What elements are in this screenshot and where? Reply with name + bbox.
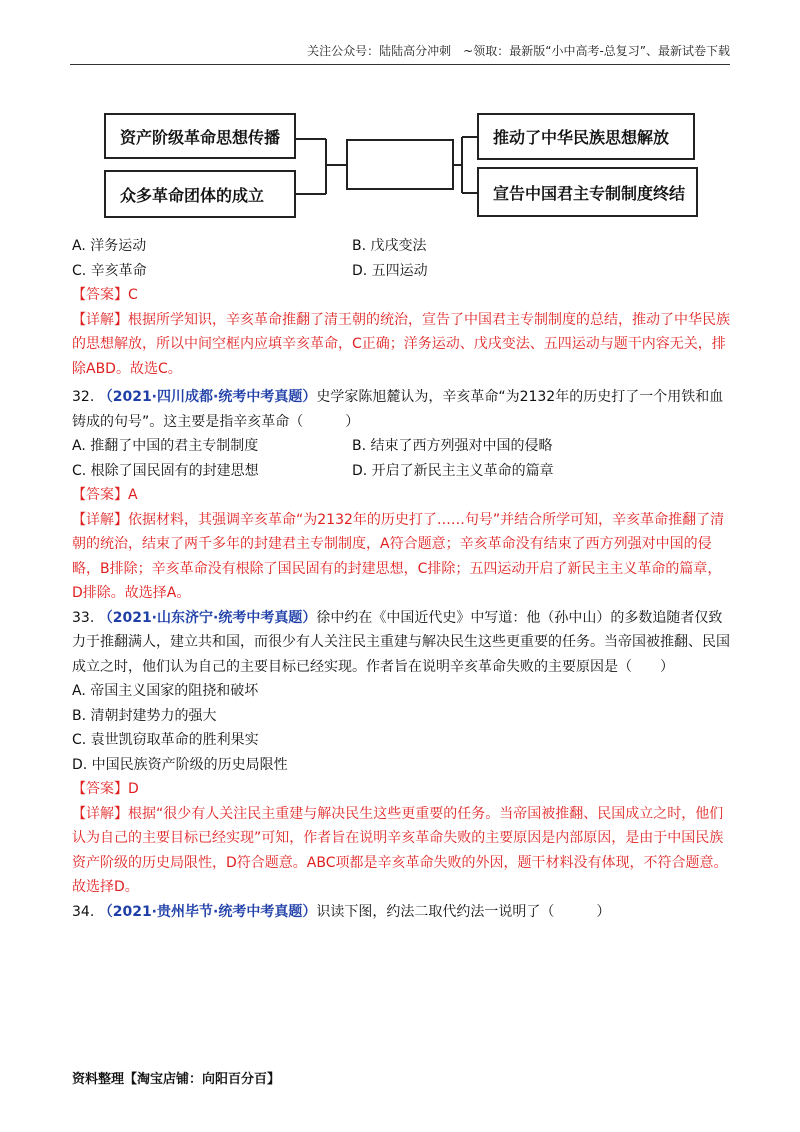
q34-stem: [72, 900, 732, 925]
q32-options-row-1: [72, 434, 732, 459]
q34-number: 34.: [72, 903, 95, 920]
diagram-box-left-top: 资产阶级革命思想传播: [104, 113, 296, 159]
q34-stem-text: 识读下图，约法二取代约法一说明了（ ）: [316, 903, 611, 920]
q32-option-d: D. 开启了新民主主义革命的篇章: [352, 462, 554, 479]
q32-options-row-2: [72, 459, 732, 484]
page-footer: 资料整理【淘宝店铺：向阳百分百】: [72, 1072, 281, 1087]
q32-source: （2021·四川成都·统考中考真题）: [98, 389, 317, 405]
q32-number: 32.: [72, 389, 95, 405]
q33-number: 33.: [72, 609, 95, 626]
q31-option-d: D. 五四运动: [352, 262, 428, 279]
q33-answer: 【答案】D: [72, 781, 139, 797]
diagram-connectors: [0, 0, 800, 240]
q33-source: （2021·山东济宁·统考中考真题）: [98, 609, 317, 626]
q32-option-c: C. 根除了国民固有的封建思想: [72, 462, 259, 479]
q31-explanation: 【详解】根据所学知识，辛亥革命推翻了清王朝的统治，宣告了中国君主专制制度的总结，推动了中华民族的思想解放，所以中间空框内应填辛亥革命，C正确；洋务运动、戊戌变法、五四运动与题干内容无关，排除ABD。故选C。: [72, 311, 730, 377]
q32-stem-text: 史学家陈旭麓认为，辛亥革命“为2132年的历史打了一个用铁和血铸成的句号”。这主要是指辛亥革命（ ）: [72, 389, 724, 430]
q33-explanation: 【详解】根据“很少有人关注民主重建与解决民生这些更重要的任务。当帝国被推翻、民国成立之时，他们认为自己的主要目标已经实现”可知，作者旨在说明辛亥革命失败的主要原因是内部原因，是由于中国民族资产阶级的历史局限性，D符合题意。ABC项都是辛亥革命失败的外因，题干材料没有体现，不符合题意。故选择D。: [72, 805, 728, 895]
q32-answer: 【答案】A: [72, 487, 138, 503]
page-header: 关注公众号：陆陆高分冲刺 ~领取：最新版“小中高考-总复习”、最新试卷下载: [307, 44, 730, 58]
q31-answer: 【答案】C: [72, 287, 138, 303]
q34-source: （2021·贵州毕节·统考中考真题）: [98, 903, 317, 920]
q32-option-a: A. 推翻了中国的君主专制制度: [72, 438, 259, 454]
q31-options-row-1: [72, 234, 732, 259]
q33-stem: [72, 606, 732, 680]
q31-option-a: A. 洋务运动: [72, 238, 147, 254]
q33-option-d: D. 中国民族资产阶级的历史局限性: [72, 756, 288, 773]
q31-option-b: B. 戊戌变法: [352, 238, 427, 254]
diagram-box-left-bottom: 众多革命团体的成立: [104, 170, 296, 218]
q33-option-b: B. 清朝封建势力的强大: [72, 707, 217, 724]
q32-stem: [72, 385, 732, 434]
diagram-box-right-top: 推动了中华民族思想解放: [477, 113, 695, 160]
q33-stem-text: 徐中约在《中国近代史》中写道：他（孙中山）的多数追随者仅致力于推翻满人，建立共和国，而很少有人关注民主重建与解决民生这些更重要的任务。当帝国被推翻、民国成立之时，他们认为自己的主要目标已经实现。作者旨在说明辛亥革命失败的主要原因是（ ）: [72, 609, 730, 675]
question-31-tail: [72, 234, 732, 924]
q32-option-b: B. 结束了西方列强对中国的侵略: [352, 438, 553, 454]
q31-option-c: C. 辛亥革命: [72, 262, 147, 279]
q33-option-c: C. 袁世凯窃取革命的胜利果实: [72, 732, 259, 748]
q33-option-a: A. 帝国主义国家的阻挠和破坏: [72, 683, 259, 699]
q32-explanation: 【详解】依据材料，其强调辛亥革命“为2132年的历史打了……句号”并结合所学可知，辛亥革命推翻了清朝的统治，结束了两千多年的封建君主专制制度，A符合题意；辛亥革命没有结束了西方列强对中国的侵略，B排除；辛亥革命没有根除了国民固有的封建思想，C排除；五四运动开启了新民主主义革命的篇章，D排除。故选择A。: [72, 511, 725, 601]
q31-options-row-2: [72, 259, 732, 284]
diagram-box-right-bottom: 宣告中国君主专制制度终结: [477, 167, 698, 217]
